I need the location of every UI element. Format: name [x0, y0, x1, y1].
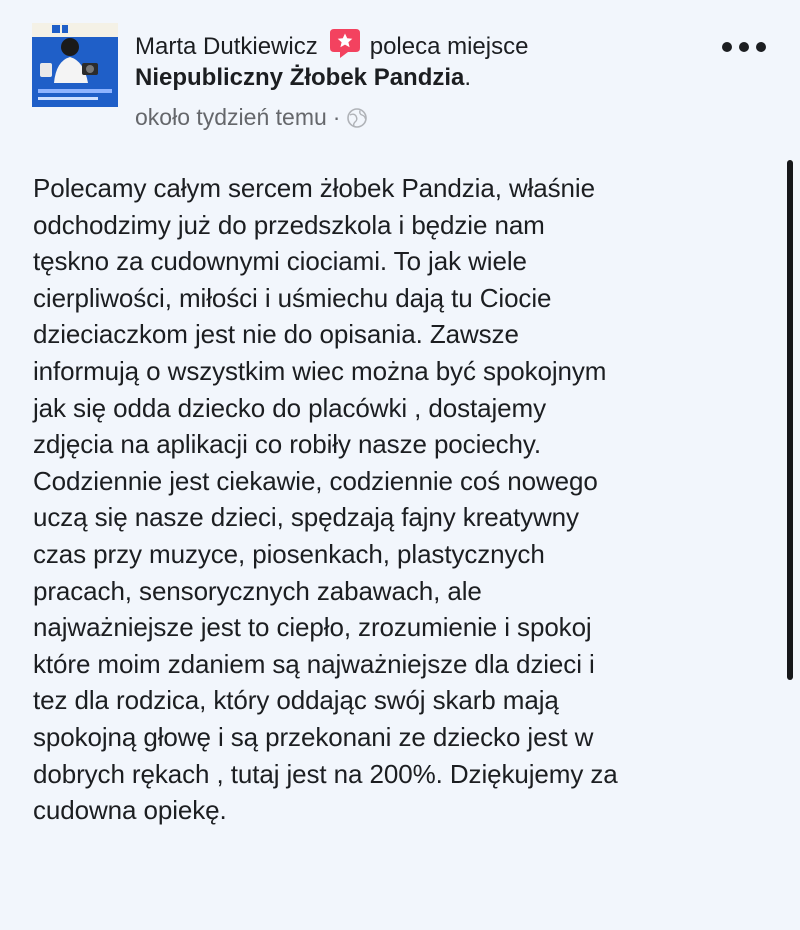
timestamp[interactable]: około tydzień temu — [135, 104, 327, 130]
recommendation-icon — [328, 26, 362, 60]
place-line — [135, 64, 471, 92]
place-link[interactable]: Niepubliczny Żłobek Pandzia — [135, 64, 465, 91]
more-dot — [756, 42, 766, 52]
avatar-image — [32, 23, 118, 107]
more-options-icon[interactable] — [722, 34, 766, 60]
scrollbar[interactable] — [787, 160, 793, 680]
action-text: poleca miejsce — [369, 33, 529, 60]
globe-icon — [346, 107, 368, 129]
avatar[interactable] — [32, 23, 118, 107]
place-suffix: . — [464, 64, 472, 91]
more-dot — [722, 42, 732, 52]
review-text: Polecamy całym sercem żłobek Pandzia, właśnie odchodzimy już do przedszkola i będzie nam tęskno za cudownymi ciociami. To jak wiele cierpliwości, miłości i uśmiechu dają tu Ciocie dzieciaczkom jest nie do opisania. Zawsze informują o wszystkim wiec można być spokojnym jak się odda dziecko do placówki , dostajemy zdjęcia na aplikacji co robiły nasze pociechy. Codziennie jest ciekawie, codziennie coś nowego uczą się nasze dzieci, spędzają fajny kreatywny czas przy muzyce, piosenkach, plastycznych pracach, sensorycznych zabawach, ale najważniejsze jest to ciepło, zrozumienie i spokoj które moim zdaniem są najważniejsze dla dzieci i tez dla rodzica, który oddając swój skarb mają spokojną głowę i są przekonani ze dziecko jest w dobrych rękach , tutaj jest na 200%. Dziękujemy za cudowna opiekę. — [33, 173, 618, 826]
more-dot — [739, 42, 749, 52]
post-header-line — [135, 30, 528, 64]
meta-separator: · — [332, 104, 341, 130]
post-meta — [135, 104, 368, 131]
author-name[interactable]: Marta Dutkiewicz — [135, 33, 318, 60]
